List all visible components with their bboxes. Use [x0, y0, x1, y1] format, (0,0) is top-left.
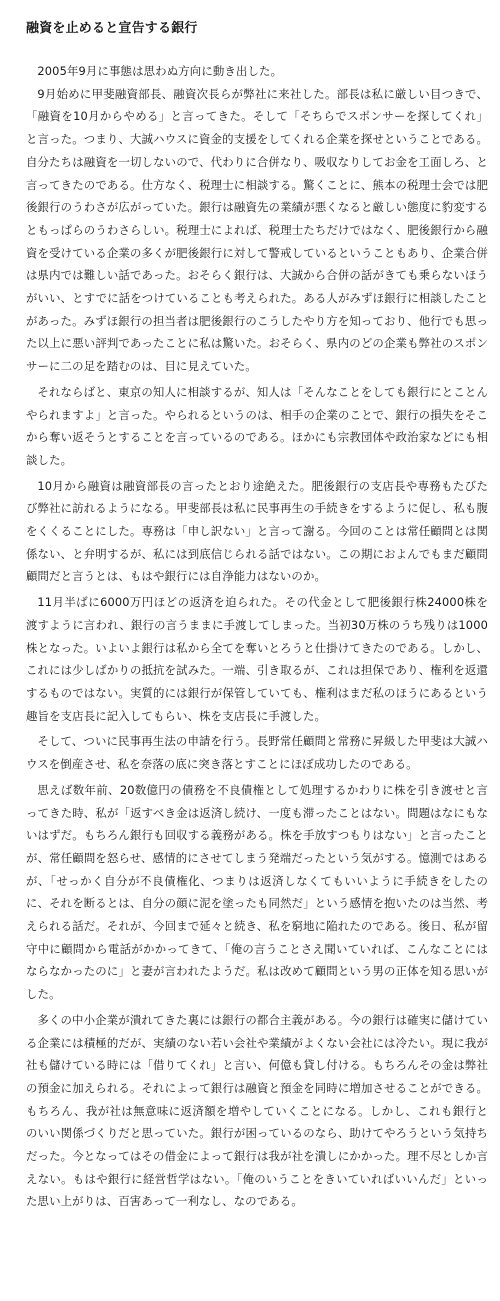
paragraph-2: 9月始めに甲斐融資部長、融資次長らが弊社に来社した。部長は私に厳しい目つきで、「融資を10月からやめる」と言ってきた。そして「そちらでスポンサーを探してくれ」と言った。つまり、大誠ハウスに資金的支援をしてくれる企業を探せということである。自分たちは融資を一切しないので、代わりに合併なり、吸収なりしてお金を工面しろ、と言ってきたのである。仕方なく、税理士に相談する。驚くことに、熊本の税理士会では肥後銀行のうわさが広がっていた。銀行は融資先の業績が悪くなると厳しい態度に豹変するともっぱらのうわさらしい。税理士によれば、税理士たちだけではなく、肥後銀行から融資を受けている企業の多くが肥後銀行に対して警戒しているということもあり、企業合併は県内では難しい話であった。おそらく銀行は、大誠から合併の話がきても乗らないほうがいい、とすでに話をつけていることも考えられた。ある人がみずほ銀行に相談したことがあった。みずほ銀行の担当者は肥後銀行のこうしたやり方を知っており、他行でも思った以上に悪い評判であったことに私は驚いた。おそらく、県内のどの企業も弊社のスポンサーに二の足を踏むのは、目に見えていた。: [26, 86, 488, 374]
paragraph-6: そして、ついに民事再生法の申請を行う。長野常任顧問と常務に昇級した甲斐は大誠ハウスを倒産させ、私を奈落の底に突き落とすことにほぼ成功したのである。: [26, 734, 488, 772]
paragraph-5: 11月半ばに6000万円ほどの返済を迫られた。その代金として肥後銀行株24000株を渡すように言われ、銀行の言うままに手渡してしまった。当初30万株のうち残りは1000株となった。いよいよ銀行は私から全てを奪いとろうと仕掛けてきたのである。しかし、これには少しばかりの抵抗を試みた。一端、引き取るが、これは担保であり、権利を返還するものではない。実質的には銀行が保管していても、権利はまだ私のほうにあるという趣旨を支店長に記入してもらい、株を支店長に手渡した。: [26, 595, 488, 723]
paragraph-1: 2005年9月に事態は思わぬ方向に動き出した。: [37, 64, 283, 78]
paragraph-8: 多くの中小企業が潰れてきた裏には銀行の都合主義がある。今の銀行は確実に儲けている企業には積極的だが、実績のない若い会社や業績がよくない会社には冷たい。現に我が社も儲けている時には「借りてくれ」と言い、何億も貸し付ける。もちろんその金は弊社の預金に加えられる。それによって銀行は融資と預金を同時に増加させることができる。もちろん、我が社は無意味に返済額を増やしていくことになる。しかし、これも銀行とのいい関係づくりだと思っていた。銀行が困っているのなら、助けてやろうという気持ちだった。今となってはその借金によって銀行は我が社を潰しにかかった。理不尽としか言えない。もはや銀行に経営哲学はない。「俺のいうことをきいていればいいんだ」といった思い上がりは、百害あって一利なし、なのである。: [26, 1012, 488, 1209]
chapter-title: 融資を止めると宣告する銀行: [26, 21, 198, 36]
paragraph-7: 思えば数年前、20数億円の債務を不良債権として処理するかわりに株を引き渡せと言ってきた時、私が「返すべき金は返済し続け、一度も滞ったことはない。問題はなにもないはずだ。もちろん銀行も回収する義務がある。株を手放すつもりはない」と言ったことが、常任顧問を怒らせ、感情的にさせてしまう発端だったという気がする。憶測ではあるが、「せっかく自分が不良債権化、つまりは返済しなくてもいいように手続きをしたのに、それを断るとは、自分の顔に泥を塗ったも同然だ」という感情を抱いたのは当然、考えられる話だ。それが、今回まで延々と続き、私を窮地に陥れたのである。後日、私が留守中に顧問から電話がかかってきて、「俺の言うことさえ聞いていれば、こんなことにはならなかったのに」と妻が言われたようだ。私は改めて顧問という男の正体を知る思いがした。: [26, 782, 488, 1002]
body-text: [26, 60, 488, 1213]
paragraph-4: 10月から融資は融資部長の言ったとおり途絶えた。肥後銀行の支店長や専務もたびたび弊社に訪れるようになる。甲斐部長は私に民事再生の手続きをするように促し、私も腹をくくることにした。専務は「申し訳ない」と言って謝る。今回のことは常任顧問とは関係ない、と弁明するが、私には到底信じられる話ではない。この期におよんでもまだ顧問顧問だと言うとは、もはや銀行には自浄能力はないのか。: [26, 478, 488, 584]
paragraph-3: それならばと、東京の知人に相談するが、知人は「そんなことをしても銀行にとことんやられますよ」と言った。やられるというのは、相手の企業のことで、銀行の損失をそこから奪い返そうとすることを言っているのである。ほかにも宗教団体や政治家などにも相談した。: [26, 384, 488, 467]
